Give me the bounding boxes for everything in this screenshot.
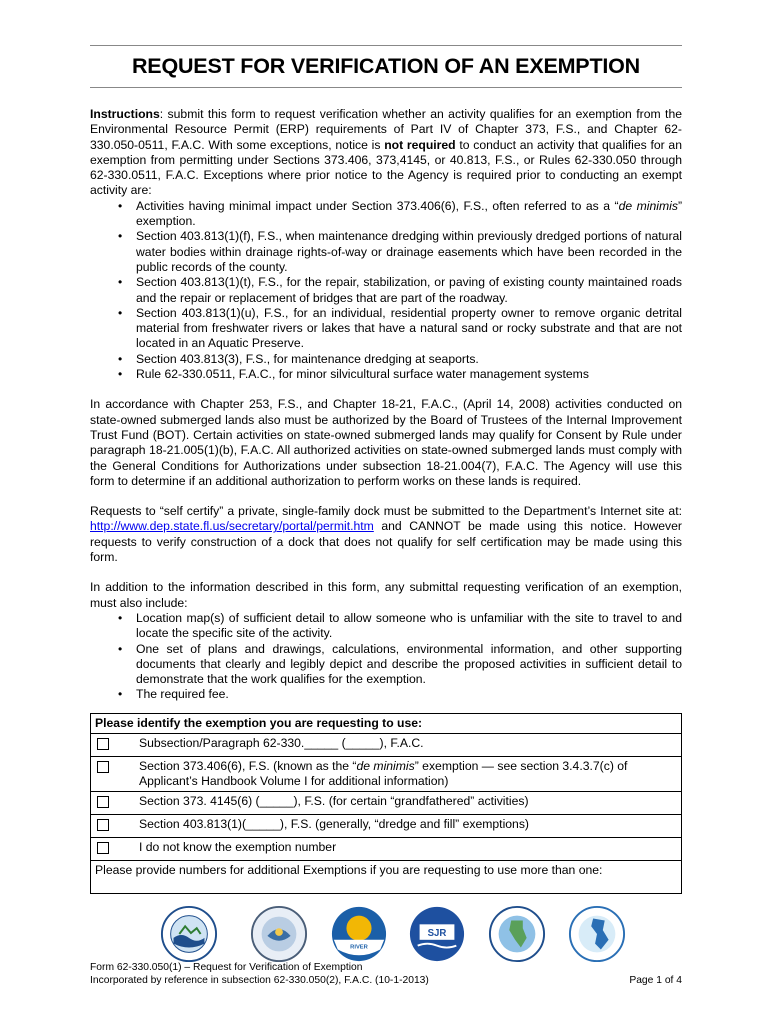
instructions-paragraph [90,107,682,199]
option-label: I do not know the exemption number [135,837,682,860]
sfwmd-logo-icon [568,905,626,963]
self-certify-link[interactable]: http://www.dep.state.fl.us/secretary/portal/permit.htm [90,519,374,534]
option-label: Subsection/Paragraph 62-330._____ (_____), F.A.C. [135,733,682,756]
list-item: • Section 403.813(1)(u), F.S., for an individual, residential property owner to remove organic detrital material from freshwater rivers or lakes that have a natural sand or rocky substrate and that are not located in an Aquatic Preserve. [136,306,682,352]
submittal-requirements-intro: In addition to the information described in this form, any submittal requesting verification of an exemption, must also include: [90,580,682,610]
checkbox-unknown[interactable] [97,842,109,854]
table-row [91,733,682,756]
table-row [91,837,682,860]
option-label: Section 373.406(6), F.S. (known as the “de minimis” exemption — see section 3.4.3.7(c) of Applicant’s Handbook Volume I for additional information) [135,756,682,791]
list-item: • Rule 62-330.0511, F.A.C., for minor silvicultural surface water management systems [136,367,682,382]
instructions-text: : submit this form to request verification whether an activity qualifies for an exemption from the Environmental Resource Permit (ERP) requirements of Part IV of Chapter 373, F.S., and Chapter 62-330.050-0511, F.A.C. With some exceptions, notice is [90,107,682,152]
srwmd-logo-icon [330,905,388,963]
list-item: • Section 403.813(3), F.S., for maintenance dredging at seaports. [136,352,682,367]
table-row [91,791,682,814]
list-item: • Section 403.813(1)(f), F.S., when maintenance dredging within previously dredged portions of natural water bodies within drainage rights-of-way or drainage easements which have been recorded in the public records of the county. [136,229,682,275]
checkbox-de-minimis[interactable] [97,761,109,773]
list-item: • Activities having minimal impact under Section 373.406(6), F.S., often referred to as a “de minimis” exemption. [136,199,682,230]
not-required-emphasis: not required [384,137,456,152]
instructions-label: Instructions [90,107,160,121]
additional-exemptions-label: Please provide numbers for additional Exemptions if you are requesting to use more than one: [95,862,603,877]
checkbox-subsection[interactable] [97,738,109,750]
page-footer [90,962,682,987]
form-number: Form 62-330.050(1) – Request for Verification of Exemption [90,962,363,973]
table-row [91,756,682,791]
option-label: Section 373. 4145(6) (_____), F.S. (for certain “grandfathered” activities) [135,791,682,814]
exemption-table [90,713,682,894]
list-item: • One set of plans and drawings, calculations, environmental information, and other supporting documents that clearly and legibly depict and describe the proposed activities in sufficient detail to demonstrate that the work qualifies for the exemption. [136,642,682,688]
list-item: • Location map(s) of sufficient detail to allow someone who is unfamiliar with the site to travel to and locate the specific site of the activity. [136,611,682,642]
checkbox-grandfathered[interactable] [97,796,109,808]
incorporation-note: Incorporated by reference in subsection 62-330.050(2), F.A.C. (10-1-2013) [90,974,429,986]
list-item: • Section 403.813(1)(t), F.S., for the repair, stabilization, or paving of existing county maintained roads and the repair or replacement of bridges that are part of the roadway. [136,275,682,306]
page-title: REQUEST FOR VERIFICATION OF AN EXEMPTION [131,54,641,78]
sjrwmd-logo-icon [408,905,466,963]
title-rule [90,87,682,88]
swfwmd-logo-icon [488,905,546,963]
dep-logo-icon [160,905,218,963]
checkbox-dredge-fill[interactable] [97,819,109,831]
list-item: • The required fee. [136,687,682,702]
table-row [91,814,682,837]
additional-exemptions-field[interactable] [91,860,682,893]
submerged-lands-paragraph: In accordance with Chapter 253, F.S., and Chapter 18-21, F.A.C., (April 14, 2008) activities conducted on state-owned submerged lands also must be authorized by the Board of Trustees of the Internal Improvement Trust Fund (BOT). Certain activities on state-owned submerged lands may qualify for Consent by Rule under paragraph 18-21.005(1)(b), F.A.C. All authorized activities on state-owned submerged lands must comply with the General Conditions for Authorizations under subsection 18-21.004(7), F.A.C. The Agency will use this form to determine if an additional authorization to perform works on these lands is required. [90,397,682,488]
instructions-text-cont: to conduct an activity that qualifies for an exemption from permitting under Sections 373.406, 373,4145, or 40.813, F.S., or Rules 62-330.050 through 62-330.0511, F.A.C. Exceptions where prior notice to the Agency is required prior to conducting an exempt activity are: [90,137,682,198]
option-label: Section 403.813(1)(_____), F.S. (generally, “dredge and fill” exemptions) [135,814,682,837]
agency-logos [160,905,630,967]
top-rule [90,45,682,46]
svg-text:SJR: SJR [427,927,447,939]
nwfwmd-logo-icon [250,905,308,963]
svg-text:RIVER: RIVER [350,944,368,951]
submittal-requirements-list [90,611,682,703]
table-row [91,860,682,893]
page-number: Page 1 of 4 [629,974,682,986]
self-certify-paragraph: Requests to “self certify” a private, single-family dock must be submitted to the Department’s Internet site at: http://www.dep.state.fl.us/secretary/portal/permit.htm and CANNOT be made using this notice. However requests to verify construction of a dock that does not qualify for self certification may be made using this form. [90,504,682,565]
exemption-table-header: Please identify the exemption you are requesting to use: [91,713,682,733]
prior-notice-list [90,199,682,383]
